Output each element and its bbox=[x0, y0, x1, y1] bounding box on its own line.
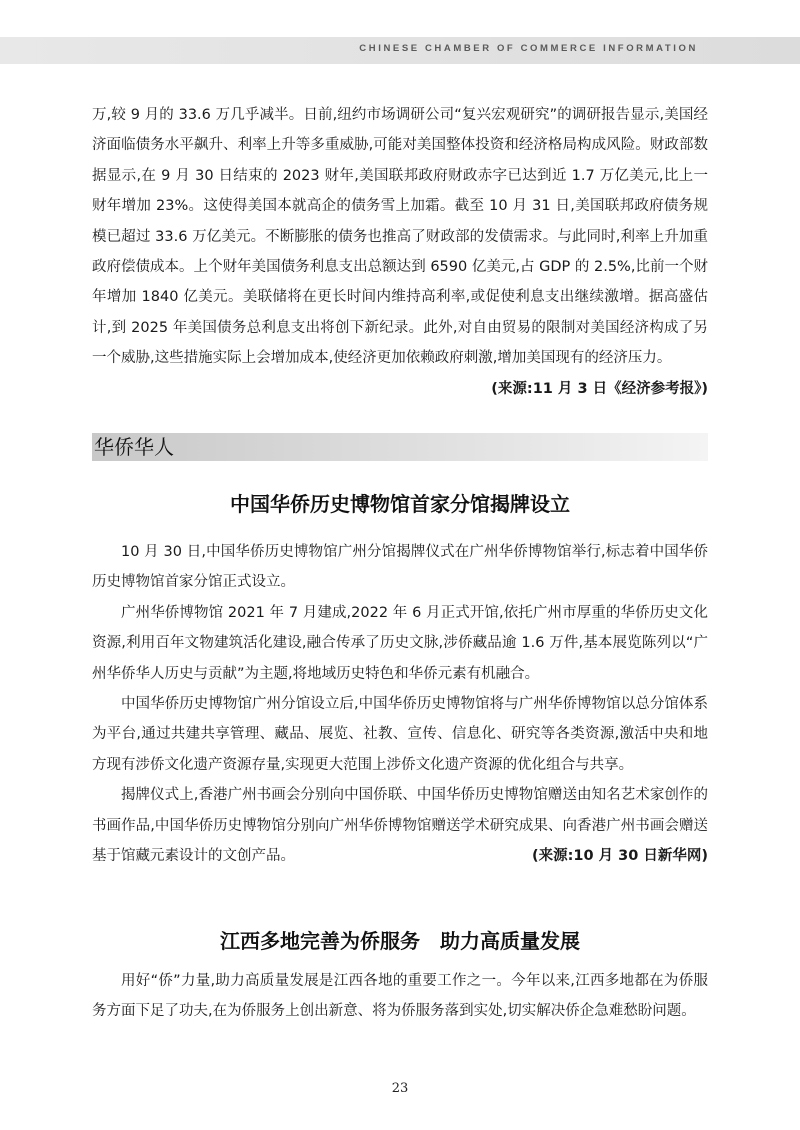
article-1-title: 中国华侨历史博物馆首家分馆揭牌设立 bbox=[230, 492, 570, 516]
article-1-paragraph: 10 月 30 日,中国华侨历史博物馆广州分馆揭牌仪式在广州华侨博物馆举行,标志着中国华侨历史博物馆首家分馆正式设立。 bbox=[92, 544, 708, 591]
article-2-paragraph: 用好“侨”力量,助力高质量发展是江西各地的重要工作之一。今年以来,江西多地都在为侨服务方面下足了功夫,在为侨服务上创出新意、将为侨服务落到实处,切实解决侨企急难愁盼问题。 bbox=[92, 973, 708, 1020]
page-number: 23 bbox=[391, 1081, 409, 1096]
article-2-title: 江西多地完善为侨服务 助力高质量发展 bbox=[220, 929, 580, 953]
article-1-paragraph: 广州华侨博物馆 2021 年 7 月建成,2022 年 6 月正式开馆,依托广州市厚重的华侨历史文化资源,利用百年文物建筑活化建设,融合传承了历史文脉,涉侨藏品逾 1.6 万件,基本展览陈列以“广州华侨华人历史与贡献”为主题,将地域历史特色和华侨元素有机融合。 bbox=[92, 604, 708, 682]
continuation-paragraph bbox=[92, 100, 708, 397]
article-2-body bbox=[92, 966, 708, 1027]
article-1-paragraph: 中国华侨历史博物馆广州分馆设立后,中国华侨历史博物馆将与广州华侨博物馆以总分馆体系为平台,通过共建共享管理、藏品、展览、社教、宣传、信息化、研究等各类资源,激活中央和地方现有涉侨文化遗产资源存量,实现更大范围上涉侨文化遗产资源的优化组合与共享。 bbox=[92, 696, 708, 773]
section-header-band bbox=[92, 433, 708, 461]
article-1-body bbox=[92, 537, 708, 871]
running-header-title: CHINESE CHAMBER OF COMMERCE INFORMATION bbox=[359, 43, 698, 54]
continuation-paragraph-text: 万,较 9 月的 33.6 万几乎减半。日前,纽约市场调研公司“复兴宏观研究”的调研报告显示,美国经济面临债务水平飙升、利率上升等多重威胁,可能对美国整体投资和经济格局构成风险。财政部数据显示,在 9 月 30 日结束的 2023 财年,美国联邦政府财政赤字已达到近 1.7 万亿美元,比上一财年增加 23%。这使得美国本就高企的债务雪上加霜。截至 10 月 31 日,美国联邦政府债务规模已超过 33.6 万亿美元。不断膨胀的债务也推高了财政部的发债需求。与此同时,利率上升加重政府偿债成本。上个财年美国债务利息支出总额达到 6590 亿美元,占 GDP 的 2.5%,比前一个财年增加 1840 亿美元。美联储将在更长时间内维持高利率,或促使利息支出继续激增。据高盛估计,到 2025 年美国债务总利息支出将创下新纪录。此外,对自由贸易的限制对美国经济构成了另一个威胁,这些措施实际上会增加成本,使经济更加依赖政府刺激,增加美国现有的经济压力。 bbox=[92, 107, 708, 367]
article-1-paragraph-text: 揭牌仪式上,香港广州书画会分别向中国侨联、中国华侨历史博物馆赠送由知名艺术家创作的书画作品,中国华侨历史博物馆分别向广州华侨博物馆赠送学术研究成果、向香港广州书画会赠送基于馆藏元素设计的文创产品。 bbox=[92, 787, 708, 865]
running-header-band bbox=[0, 37, 800, 64]
article-1-source: (来源:10 月 30 日新华网) bbox=[531, 848, 708, 865]
section-title: 华侨华人 bbox=[94, 435, 174, 459]
continuation-source: (来源:11 月 3 日《经济参考报》) bbox=[491, 380, 708, 397]
continuation-text bbox=[92, 100, 708, 404]
article-1-paragraph-last bbox=[92, 780, 708, 871]
